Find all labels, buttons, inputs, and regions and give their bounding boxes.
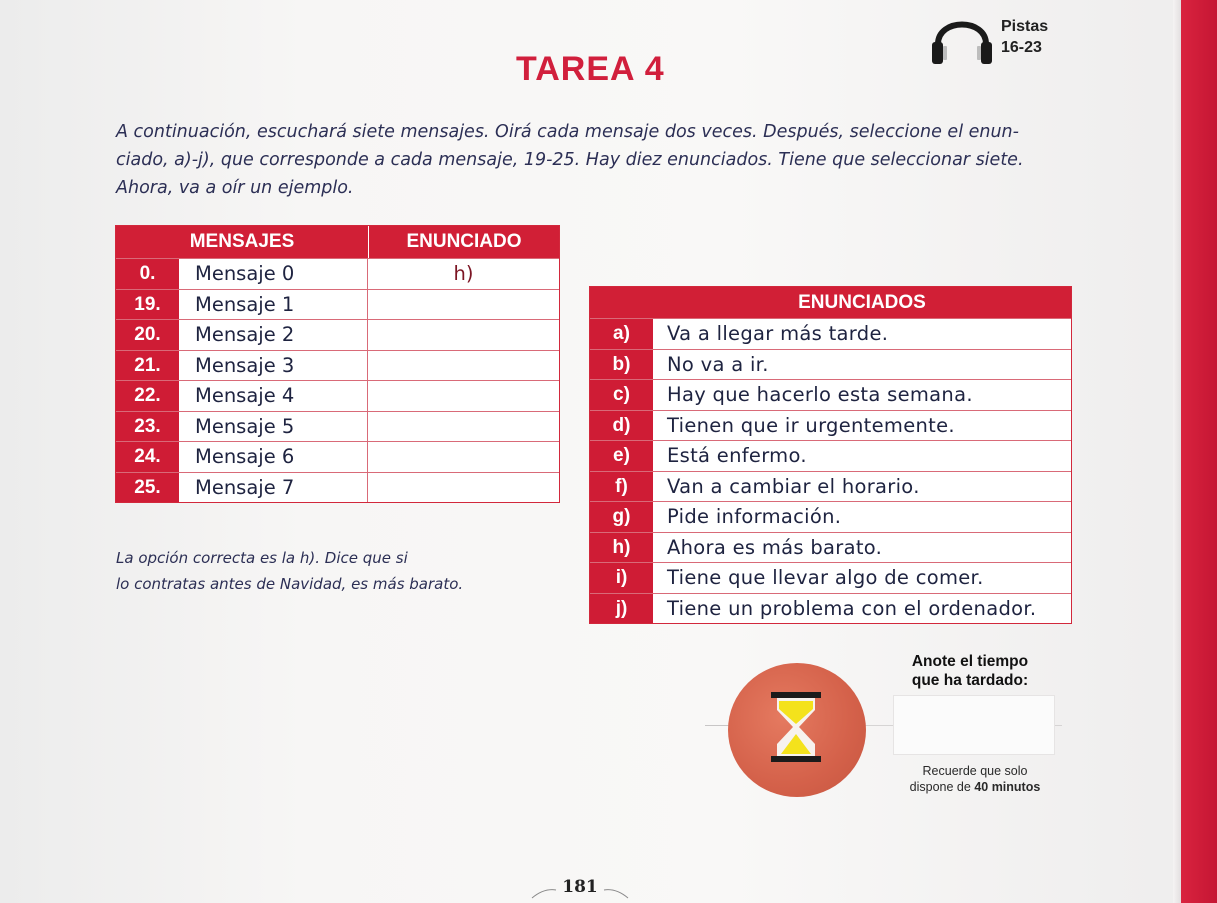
statement-letter: i) [590,563,653,593]
table-row [116,411,559,442]
messages-table-header [116,226,559,258]
statements-table-header [590,287,1071,318]
row-number: 19. [116,290,179,320]
statement-letter: j) [590,594,653,624]
answer-cell: h) [453,262,474,285]
table-row [116,441,559,472]
statement-text: Van a cambiar el horario. [667,474,920,498]
table-row [116,258,559,289]
audio-tracks: 16-23 [1001,39,1042,56]
row-message: Mensaje 7 [179,473,368,503]
row-number: 21. [116,351,179,381]
answer-cell[interactable] [368,381,559,411]
statement-letter: f) [590,472,653,502]
statement-text: Ahora es más barato. [667,535,883,559]
instructions-line: A continuación, escuchará siete mensajes. Oirá cada mensaje dos veces. Después, seleccione el enun- [116,122,1019,142]
table-row [116,319,559,350]
table-row [116,472,559,503]
statement-text: Está enfermo. [667,444,807,467]
list-item [590,562,1071,593]
time-reminder [880,763,1070,795]
time-input-box[interactable] [893,695,1055,755]
audio-label: Pistas [1001,18,1049,35]
statement-text: Hay que hacerlo esta semana. [667,383,973,406]
reminder-line [880,779,1070,795]
list-item [590,501,1071,532]
row-message: Mensaje 4 [179,381,368,411]
row-number: 25. [116,473,179,503]
row-message: Mensaje 3 [179,351,368,381]
answer-cell[interactable] [368,473,559,503]
messages-table [115,225,560,503]
statements-table [589,286,1072,624]
list-item [590,410,1071,441]
statement-letter: a) [590,319,653,349]
instructions [116,118,1076,202]
row-number: 0. [116,259,179,289]
row-message: Mensaje 2 [179,320,368,350]
statement-letter: c) [590,380,653,410]
header-statement: ENUNCIADO [406,231,522,252]
list-item [590,532,1071,563]
row-message: Mensaje 6 [179,442,368,472]
list-item [590,471,1071,502]
answer-cell[interactable] [368,290,559,320]
list-item [590,593,1071,624]
row-number: 22. [116,381,179,411]
header-messages: MENSAJES [116,226,369,258]
statement-text: Tiene un problema con el ordenador. [667,596,1037,620]
list-item [590,349,1071,380]
row-number: 24. [116,442,179,472]
row-number: 23. [116,412,179,442]
row-message: Mensaje 1 [179,290,368,320]
statement-letter: d) [590,411,653,441]
statement-text: Tienen que ir urgentemente. [667,413,955,437]
example-note [116,545,463,597]
example-line: lo contratas antes de Navidad, es más barato. [116,575,464,593]
list-item [590,318,1071,349]
statement-letter: h) [590,533,653,563]
page-title: TAREA 4 [516,50,665,88]
reminder-prefix: dispone de [909,780,975,794]
header-statements: ENUNCIADOS [798,292,926,313]
statement-text: Tiene que llevar algo de comer. [667,566,984,589]
statement-text: Va a llegar más tarde. [667,322,889,345]
table-row [116,289,559,320]
table-row [116,380,559,411]
statement-text: No va a ir. [667,352,769,376]
time-prompt-line: que ha tardado: [911,672,1029,689]
time-prompt-line: Anote el tiempo [911,653,1029,670]
table-row [116,350,559,381]
row-number: 20. [116,320,179,350]
hourglass-icon [767,690,825,764]
answer-cell[interactable] [368,412,559,442]
time-prompt [890,652,1050,690]
headphones-icon [928,6,996,70]
statement-letter: e) [590,441,653,471]
reminder-time: 40 minutos [974,780,1041,794]
statement-text: Pide información. [667,505,842,528]
row-message: Mensaje 5 [179,412,368,442]
row-message: Mensaje 0 [179,259,368,289]
answer-cell[interactable] [368,320,559,350]
answer-cell[interactable] [368,351,559,381]
example-line: La opción correcta es la h). Dice que si [116,549,408,567]
red-side-band [1181,0,1217,903]
page-number: 181 [562,877,598,897]
audio-tracks-label [1001,16,1048,58]
statement-letter: b) [590,350,653,380]
instructions-line: ciado, a)-j), que corresponde a cada mensaje, 19-25. Hay diez enunciados. Tiene que seleccionar siete. [116,150,1024,170]
reminder-line: Recuerde que solo [922,764,1028,778]
list-item [590,440,1071,471]
page-edge [1173,0,1181,903]
statement-letter: g) [590,502,653,532]
instructions-line: Ahora, va a oír un ejemplo. [116,178,354,198]
list-item [590,379,1071,410]
answer-cell[interactable] [368,442,559,472]
